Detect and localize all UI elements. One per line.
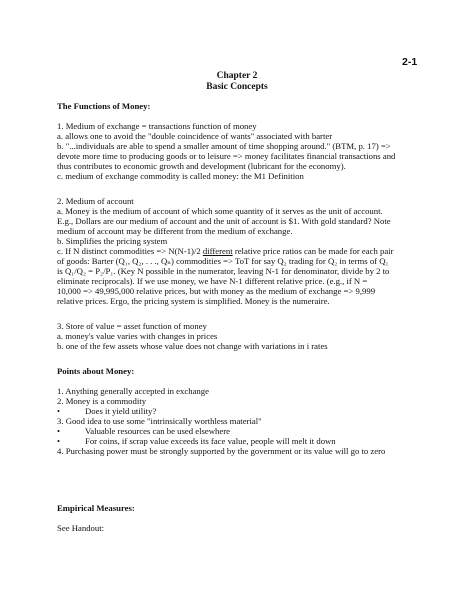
empirical-heading: Empirical Measures: <box>57 503 135 513</box>
points-line: 4. Purchasing power must be strongly supported by the government or its value will go to zero <box>57 446 386 456</box>
s2-line: 2. Medium of account <box>57 196 134 206</box>
points-heading: Points about Money: <box>57 366 135 376</box>
s2-line: relative prices. Ergo, the pricing system is simplified. Money is the numeraire. <box>57 296 330 306</box>
s1-line: a. allows one to avoid the "double coincidence of wants" associated with barter <box>57 131 333 141</box>
s3-line: b. one of the few assets whose value does not change with variations in i rates <box>57 341 328 351</box>
points-line: 1. Anything generally accepted in exchange <box>57 386 209 396</box>
points-line: 3. Good idea to use some "intrinsically worthless material" <box>57 416 262 426</box>
s2-line: a. Money is the medium of account of which some quantity of it serves as the unit of account. <box>57 206 383 216</box>
functions-heading: The Functions of Money: <box>57 101 151 111</box>
s3-line: a. money's value varies with changes in prices <box>57 331 218 341</box>
bullet-icon: • <box>57 426 61 436</box>
s2-line: 10,000 => 49,995,000 relative prices, but with money as the medium of exchange => 9,999 <box>57 286 376 296</box>
s2-line: is Q₁/Q₂ = P₂/P₁. (Key N possible in the numerator, leaving N-1 for denominator, divide by 2 to <box>57 266 390 276</box>
chapter-title: Basic Concepts <box>206 82 268 92</box>
s2-line: E.g., Dollars are our medium of account and the unit of account is $1. With gold standard? Note <box>57 216 391 226</box>
s1-line: c. medium of exchange commodity is called money: the M1 Definition <box>57 171 304 181</box>
s2-line: of goods: Barter (Q₁, Q₂, . . ., Qₙ) commodities => ToT for say Q₂ trading for Q₂ in terms of Q₁ <box>57 256 389 266</box>
s2-line-part: relative price ratios can be made for each pair <box>232 246 394 256</box>
see-handout: See Handout: <box>57 523 105 533</box>
page-number: 2-1 <box>402 56 418 68</box>
points-line: 2. Money is a commodity <box>57 396 147 406</box>
s2-line: b. Simplifies the pricing system <box>57 236 168 246</box>
s1-line: devote more time to producing goods or to leisure => money facilitates financial transactions and <box>57 151 396 161</box>
different-underlined: different <box>202 246 233 256</box>
bullet-text: Does it yield utility? <box>85 406 157 416</box>
s2-line-part: c. If N distinct commodities => N(N-1)/2 <box>57 246 203 256</box>
s1-line: 1. Medium of exchange = transactions function of money <box>57 121 257 131</box>
bullet-icon: • <box>57 436 61 446</box>
s3-line: 3. Store of value = asset function of money <box>57 321 207 331</box>
s2-line: eliminate reciprocals). If we use money, we have N-1 different relative price. (e.g., if N = <box>57 276 368 286</box>
s1-line: thus contributes to economic growth and development (lubricant for the economy). <box>57 161 346 171</box>
bullet-icon: • <box>57 406 61 416</box>
s2-line: medium of account may be different from the medium of exchange. <box>57 226 293 236</box>
bullet-text: For coins, if scrap value exceeds its face value, people will melt it down <box>85 436 336 446</box>
chapter-number: Chapter 2 <box>216 71 258 81</box>
bullet-text: Valuable resources can be used elsewhere <box>85 426 230 436</box>
s1-line: b. "...individuals are able to spend a smaller amount of time shopping around." (BTM, p. 17) => <box>57 141 391 151</box>
